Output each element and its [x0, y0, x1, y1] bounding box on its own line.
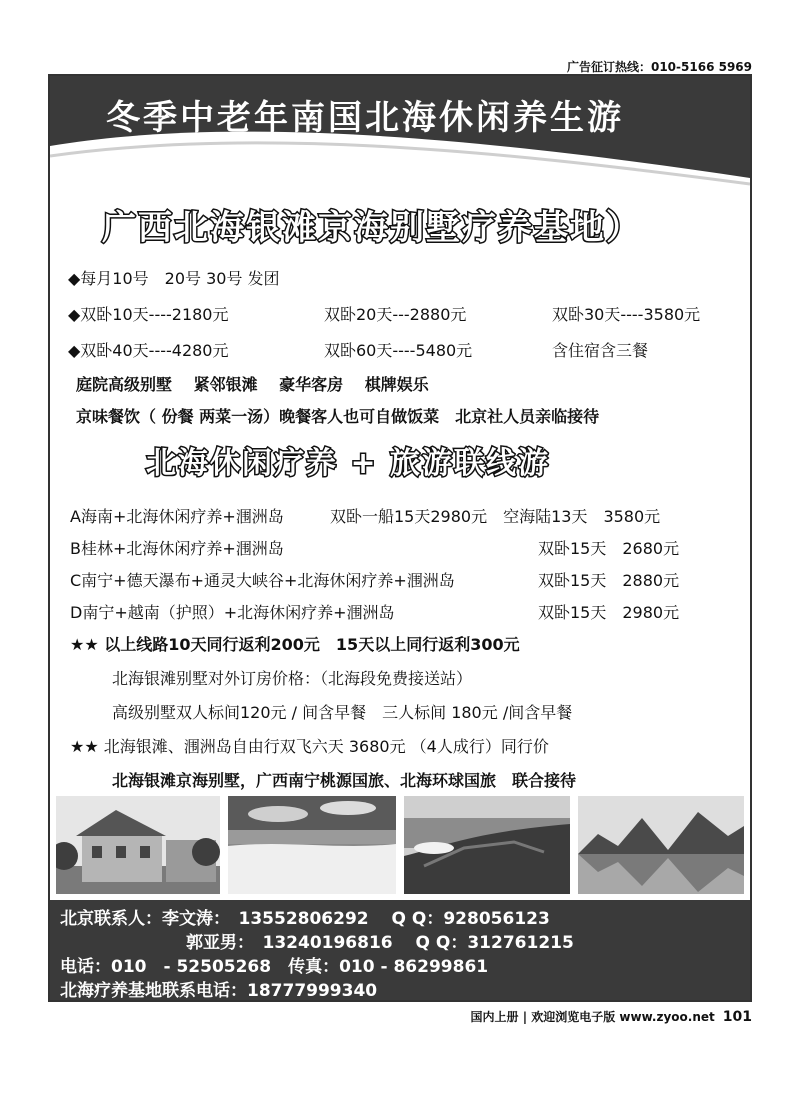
route-c: C南宁+德天瀑布+通灵大峡谷+北海休闲疗养+涠洲岛: [70, 571, 455, 590]
price-60-days: 双卧60天----5480元: [324, 341, 473, 360]
schedule-line: ◆每月10号 20号 30号 发团: [68, 269, 280, 288]
price-40-days: ◆双卧40天----4280元: [68, 341, 229, 360]
page-footer: [471, 1008, 752, 1025]
page-number: 101: [722, 1009, 752, 1025]
main-title: 冬季中老年南国北海休闲养生游: [106, 98, 624, 138]
price-10-days: ◆双卧10天----2180元: [68, 305, 229, 324]
ad-hotline: 广告征订热线：010-5166 5969: [566, 60, 752, 74]
route-a-price: 双卧一船15天2980元 空海陆13天 3580元: [330, 507, 661, 526]
contact-beijing-1: 北京联系人：李文涛： 13552806292 Q Q：928056123: [60, 909, 550, 929]
coast-rocks-photo: [404, 796, 570, 894]
price-30-days: 双卧30天----3580元: [552, 305, 701, 324]
route-a: A海南+北海休闲疗养+涠洲岛: [70, 507, 284, 526]
route-d: D南宁+越南（护照）+北海休闲疗养+涠洲岛: [70, 603, 395, 622]
meals-included: 含住宿含三餐: [552, 341, 649, 360]
beach-photo: [228, 796, 396, 894]
villa-price-line: 高级别墅双人标间120元 / 间含早餐 三人标间 180元 /间含早餐: [112, 703, 573, 722]
route-b-price: 双卧15天 2680元: [538, 539, 680, 558]
route-b: B桂林+北海休闲疗养+涠洲岛: [70, 539, 284, 558]
photo-strip: [56, 796, 744, 894]
base-title: 广西北海银滩京海别墅疗养基地）: [102, 208, 642, 248]
footer-text: 国内上册 | 欢迎浏览电子版 www.zyoo.net: [470, 1010, 715, 1024]
free-tour-line: ★★ 北海银滩、涠洲岛自由行双飞六天 3680元 （4人成行）同行价: [70, 737, 549, 756]
contact-panel: [50, 900, 750, 1002]
contact-beihai: 北海疗养基地联系电话：18777999340: [60, 981, 378, 1001]
karst-river-photo: [578, 796, 744, 894]
contact-beijing-2: 郭亚男： 13240196816 Q Q：312761215: [186, 933, 574, 953]
villa-price-title: 北海银滩别墅对外订房价格：（北海段免费接送站）: [112, 669, 473, 688]
contact-phone-fax: 电话：010 - 52505268 传真：010 - 86299861: [60, 957, 489, 977]
tour-title: 北海休闲疗养 + 旅游联线游: [146, 446, 551, 481]
partners-line: 北海银滩京海别墅，广西南宁桃源国旅、北海环球国旅 联合接待: [112, 771, 577, 790]
food-line: 京味餐饮（ 份餐 两菜一汤）晚餐客人也可自做饭菜 北京社人员亲临接待: [76, 407, 600, 426]
route-d-price: 双卧15天 2980元: [538, 603, 680, 622]
title-banner: [50, 76, 750, 188]
rebate-line: ★★ 以上线路10天同行返利200元 15天以上同行返利300元: [70, 635, 520, 654]
price-20-days: 双卧20天---2880元: [324, 305, 467, 324]
route-c-price: 双卧15天 2880元: [538, 571, 680, 590]
villa-photo: [56, 796, 220, 894]
features-line: 庭院高级别墅 紧邻银滩 豪华客房 棋牌娱乐: [76, 375, 429, 394]
ad-frame: [48, 74, 752, 1002]
